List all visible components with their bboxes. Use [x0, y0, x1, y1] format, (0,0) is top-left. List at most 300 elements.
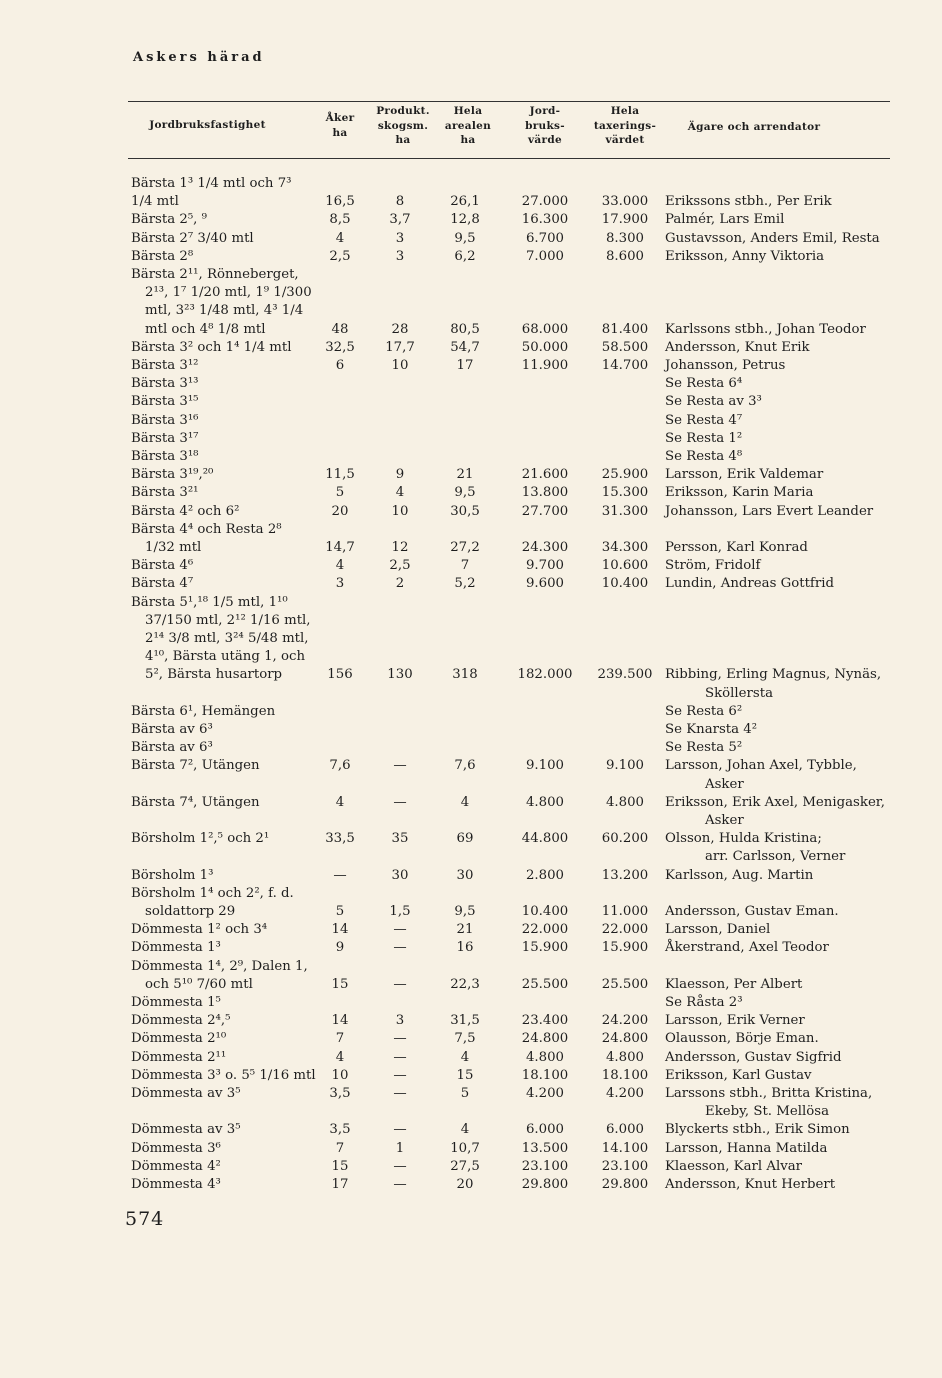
- cell-aker: 5: [335, 485, 345, 501]
- cell-owner: Ström, Fridolf: [665, 558, 761, 574]
- cell-prod: 1,5: [389, 904, 411, 919]
- cell-jord: 68.000: [521, 321, 569, 337]
- table-row: [0, 921, 942, 939]
- table-row: [0, 794, 942, 812]
- cell-owner: Ekeby, St. Mellösa: [705, 1104, 829, 1120]
- row-name: och 5¹⁰ 7/60 mtl: [145, 976, 253, 992]
- table-row: [0, 1012, 942, 1030]
- cell-owner: Se Resta av 3³: [665, 394, 762, 410]
- table-row: [0, 175, 942, 193]
- cell-area: 30,5: [450, 503, 480, 519]
- cell-aker: 11,5: [325, 467, 355, 483]
- col-head-tax-line: Hela: [610, 105, 640, 117]
- cell-tax: 4.800: [605, 794, 645, 810]
- table-row: [0, 375, 942, 393]
- row-name: Dömmesta 4²: [131, 1158, 221, 1174]
- cell-prod: 12: [391, 540, 409, 555]
- cell-aker: 6: [335, 358, 345, 373]
- cell-owner: Se Knarsta 4²: [665, 722, 758, 737]
- row-name: Börsholm 1²,⁵ och 2¹: [131, 831, 270, 847]
- cell-tax: 23.100: [601, 1158, 649, 1174]
- table-row: [0, 848, 942, 866]
- cell-jord: 50.000: [521, 339, 569, 355]
- cell-owner: Larsson, Hanna Matilda: [665, 1140, 828, 1156]
- cell-tax: 13.200: [601, 867, 649, 883]
- col-head-areal-line: ha: [460, 134, 476, 146]
- table-row: [0, 1049, 942, 1067]
- row-name: Bärsta 6¹, Hemängen: [131, 703, 276, 719]
- cell-prod: 3: [395, 1013, 405, 1029]
- col-head-prod-line: ha: [395, 134, 411, 146]
- cell-prod: 10: [391, 503, 409, 519]
- cell-jord: 7.000: [525, 248, 565, 264]
- table-row: [0, 466, 942, 484]
- cell-jord: 9.700: [525, 558, 565, 574]
- table-row: [0, 484, 942, 502]
- cell-aker: 14: [331, 1013, 349, 1029]
- page-number: 574: [125, 1208, 165, 1230]
- table-row: [0, 721, 942, 739]
- cell-owner: Se Resta 6²: [665, 703, 743, 719]
- row-name: Dömmesta 1² och 3⁴: [131, 922, 268, 938]
- cell-area: 80,5: [450, 321, 480, 337]
- cell-aker: 20: [331, 503, 349, 519]
- row-name: 1/4 mtl: [131, 194, 179, 210]
- cell-area: 17: [456, 358, 474, 373]
- cell-prod: 10: [391, 358, 409, 373]
- table-row: [0, 302, 942, 320]
- cell-prod: —: [393, 940, 407, 956]
- table-row: [0, 776, 942, 794]
- col-head-jord-line: värde: [528, 134, 562, 146]
- cell-aker: 156: [327, 667, 353, 683]
- row-name: 4¹⁰, Bärsta utäng 1, och: [145, 649, 306, 665]
- cell-area: 22,3: [450, 976, 480, 992]
- row-name: Dömmesta 1⁵: [131, 995, 221, 1010]
- cell-jord: 23.400: [521, 1013, 569, 1029]
- cell-area: 7,6: [454, 758, 476, 774]
- cell-area: 21: [456, 467, 474, 483]
- table-row: [0, 1030, 942, 1048]
- cell-aker: 16,5: [325, 194, 355, 210]
- row-name: Dömmesta 3³ o. 5⁵ 1/16 mtl: [131, 1067, 316, 1083]
- cell-aker: 15: [331, 1158, 349, 1174]
- table-row: [0, 1121, 942, 1139]
- table-row: [0, 812, 942, 830]
- cell-area: 16: [456, 940, 474, 956]
- cell-owner: Asker: [705, 813, 744, 828]
- cell-aker: 17: [331, 1177, 349, 1192]
- cell-tax: 15.900: [601, 940, 649, 956]
- cell-prod: 4: [395, 485, 405, 501]
- row-name: Bärsta 3¹⁵: [131, 394, 199, 410]
- row-name: soldattorp 29: [145, 904, 236, 919]
- cell-tax: 8.300: [605, 230, 645, 246]
- row-name: Bärsta 3¹³: [131, 376, 199, 392]
- cell-aker: 3: [335, 576, 345, 592]
- cell-prod: —: [393, 1067, 407, 1083]
- cell-owner: Klaesson, Karl Alvar: [665, 1158, 803, 1174]
- cell-jord: 9.600: [525, 576, 565, 592]
- cell-aker: 10: [331, 1067, 349, 1083]
- cell-jord: 23.100: [521, 1158, 569, 1174]
- cell-prod: 130: [387, 667, 413, 683]
- cell-tax: 8.600: [605, 248, 645, 264]
- cell-area: 6,2: [454, 248, 476, 264]
- cell-prod: 8: [395, 194, 405, 210]
- page-header: Askers härad: [133, 50, 265, 65]
- cell-owner: Se Råsta 2³: [665, 995, 743, 1010]
- table-row: [0, 612, 942, 630]
- cell-tax: 31.300: [601, 503, 649, 519]
- row-name: Bärsta av 6³: [131, 740, 213, 756]
- cell-owner: Eriksson, Karl Gustav: [665, 1067, 812, 1083]
- cell-jord: 13.800: [521, 485, 569, 501]
- row-name: Dömmesta 1³: [131, 940, 221, 956]
- cell-aker: 7: [335, 1140, 345, 1156]
- table-row: [0, 339, 942, 357]
- table-row: [0, 521, 942, 539]
- cell-owner: Se Resta 5²: [665, 740, 743, 756]
- cell-prod: 17,7: [385, 339, 415, 355]
- row-name: Bärsta 3¹²: [131, 358, 199, 373]
- cell-tax: 14.700: [601, 358, 649, 373]
- cell-prod: 2: [395, 576, 405, 592]
- row-name: Bärsta av 6³: [131, 722, 213, 737]
- table-row: [0, 903, 942, 921]
- row-name: 37/150 mtl, 2¹² 1/16 mtl,: [145, 612, 311, 628]
- cell-owner: Åkerstrand, Axel Teodor: [665, 940, 829, 956]
- cell-jord: 22.000: [521, 922, 569, 938]
- row-name: mtl och 4⁸ 1/8 mtl: [145, 321, 266, 337]
- table-row: [0, 430, 942, 448]
- cell-area: 9,5: [454, 485, 476, 501]
- cell-prod: —: [393, 1158, 407, 1174]
- cell-owner: Se Resta 4⁷: [665, 412, 743, 428]
- row-name: Börsholm 1⁴ och 2², f. d.: [131, 885, 294, 901]
- cell-owner: Andersson, Knut Erik: [665, 339, 810, 355]
- cell-owner: Persson, Karl Konrad: [665, 540, 808, 555]
- cell-tax: 25.900: [601, 467, 649, 483]
- cell-aker: 4: [335, 230, 345, 246]
- table-row: [0, 666, 942, 684]
- cell-tax: 29.800: [601, 1177, 649, 1192]
- cell-prod: 1: [395, 1140, 405, 1156]
- cell-prod: —: [393, 922, 407, 938]
- cell-tax: 81.400: [601, 321, 649, 337]
- cell-prod: 35: [391, 831, 409, 847]
- col-head-jord-line: Jord-: [529, 105, 561, 117]
- cell-tax: 15.300: [601, 485, 649, 501]
- cell-aker: 2,5: [329, 248, 351, 264]
- cell-area: 27,5: [450, 1158, 480, 1174]
- col-head-prod-line: Produkt.: [376, 105, 430, 117]
- cell-prod: 3,7: [389, 212, 411, 228]
- cell-prod: 3: [395, 248, 405, 264]
- row-name: Bärsta 2¹¹, Rönneberget,: [131, 267, 299, 282]
- table-row: [0, 248, 942, 266]
- cell-owner: Se Resta 1²: [665, 430, 743, 446]
- cell-owner: Karlssons stbh., Johan Teodor: [665, 321, 866, 337]
- table-row: [0, 739, 942, 757]
- cell-tax: 24.800: [601, 1031, 649, 1047]
- col-head-tax-line: värdet: [605, 134, 645, 146]
- row-name: Bärsta 7², Utängen: [131, 758, 260, 774]
- cell-jord: 29.800: [521, 1177, 569, 1192]
- col-head-tax-line: taxerings-: [593, 119, 657, 132]
- cell-jord: 16.300: [521, 212, 569, 228]
- cell-tax: 22.000: [601, 922, 649, 938]
- cell-jord: 25.500: [521, 976, 569, 992]
- table-row: [0, 594, 942, 612]
- cell-tax: 60.200: [601, 831, 649, 847]
- table-row: [0, 211, 942, 229]
- row-name: Bärsta 4² och 6²: [131, 503, 240, 519]
- cell-tax: 24.200: [601, 1013, 649, 1029]
- cell-aker: 4: [335, 794, 345, 810]
- table-row: [0, 648, 942, 666]
- cell-jord: 27.700: [521, 503, 569, 519]
- row-name: Dömmesta 2¹⁰: [131, 1031, 227, 1047]
- cell-tax: 58.500: [601, 339, 649, 355]
- cell-owner: Se Resta 6⁴: [665, 376, 743, 392]
- cell-owner: Johansson, Lars Evert Leander: [665, 503, 874, 519]
- cell-owner: Andersson, Knut Herbert: [665, 1177, 836, 1192]
- cell-owner: Larsson, Erik Valdemar: [665, 467, 824, 483]
- table-row: [0, 393, 942, 411]
- row-name: Bärsta 7⁴, Utängen: [131, 794, 260, 810]
- cell-aker: 14,7: [325, 540, 355, 555]
- cell-owner: Larsson, Johan Axel, Tybble,: [665, 758, 857, 774]
- cell-aker: 48: [331, 321, 349, 337]
- col-head-aker-line: Åker: [325, 112, 355, 124]
- table-row: [0, 885, 942, 903]
- table-row: [0, 1085, 942, 1103]
- cell-area: 12,8: [450, 212, 480, 228]
- table-row: [0, 284, 942, 302]
- table-row: [0, 630, 942, 648]
- cell-area: 4: [460, 1049, 470, 1065]
- cell-area: 21: [456, 922, 474, 938]
- cell-aker: 33,5: [325, 831, 355, 847]
- row-name: Bärsta 4⁷: [131, 576, 194, 592]
- row-name: Bärsta 3¹⁷: [131, 430, 199, 446]
- cell-tax: 25.500: [601, 976, 649, 992]
- table-row: [0, 412, 942, 430]
- row-name: 5², Bärsta husartorp: [145, 667, 283, 683]
- cell-owner: Palmér, Lars Emil: [665, 212, 785, 228]
- cell-jord: 13.500: [521, 1140, 569, 1156]
- cell-jord: 44.800: [521, 831, 569, 847]
- cell-area: 15: [456, 1067, 474, 1083]
- table-row: [0, 448, 942, 466]
- row-name: Bärsta 2⁷ 3/40 mtl: [131, 230, 254, 246]
- cell-tax: 10.400: [601, 576, 649, 592]
- row-name: Dömmesta av 3⁵: [131, 1086, 241, 1101]
- cell-tax: 33.000: [601, 194, 649, 210]
- cell-jord: 6.700: [525, 230, 565, 246]
- cell-prod: —: [393, 976, 407, 992]
- cell-aker: 9: [335, 940, 345, 956]
- cell-jord: 11.900: [521, 358, 569, 373]
- cell-aker: 14: [331, 922, 349, 938]
- col-head-jord-line: bruks-: [525, 119, 565, 132]
- cell-tax: 4.200: [605, 1086, 645, 1101]
- cell-aker: 4: [335, 1049, 345, 1065]
- cell-prod: 2,5: [389, 558, 411, 574]
- row-name: 1/32 mtl: [145, 540, 202, 555]
- cell-owner: Olausson, Börje Eman.: [665, 1031, 819, 1047]
- cell-jord: 6.000: [525, 1122, 565, 1138]
- cell-area: 31,5: [450, 1013, 480, 1029]
- cell-owner: Eriksson, Karin Maria: [665, 485, 814, 501]
- table-row: [0, 703, 942, 721]
- row-name: Bärsta 2⁵, ⁹: [131, 212, 207, 228]
- row-name: Bärsta 1³ 1/4 mtl och 7³: [131, 176, 292, 191]
- cell-tax: 11.000: [601, 904, 649, 919]
- col-head-fastighet: Jordbruksfastighet: [149, 119, 266, 131]
- cell-tax: 9.100: [605, 758, 645, 774]
- table-row: [0, 830, 942, 848]
- cell-jord: 27.000: [521, 194, 569, 210]
- cell-owner: Sköllersta: [705, 685, 773, 701]
- cell-owner: Johansson, Petrus: [665, 358, 786, 373]
- cell-owner: Andersson, Gustav Sigfrid: [665, 1049, 842, 1065]
- cell-owner: Asker: [705, 776, 744, 792]
- cell-prod: —: [393, 794, 407, 810]
- cell-aker: 3,5: [329, 1086, 351, 1101]
- cell-aker: 4: [335, 558, 345, 574]
- cell-tax: 6.000: [605, 1122, 645, 1138]
- table-row: [0, 503, 942, 521]
- cell-area: 10,7: [450, 1140, 480, 1156]
- cell-area: 30: [456, 867, 474, 883]
- cell-aker: 5: [335, 904, 345, 919]
- cell-jord: 182.000: [517, 667, 573, 683]
- row-name: Bärsta 4⁴ och Resta 2⁸: [131, 521, 282, 537]
- row-name: Bärsta 2⁸: [131, 248, 194, 264]
- cell-owner: Blyckerts stbh., Erik Simon: [665, 1122, 850, 1138]
- cell-prod: —: [393, 1122, 407, 1138]
- row-name: 2¹³, 1⁷ 1/20 mtl, 1⁹ 1/300: [145, 285, 312, 301]
- row-name: Bärsta 3¹⁶: [131, 412, 199, 428]
- table-row: [0, 539, 942, 557]
- col-head-owner: Ägare och arrendator: [687, 121, 821, 133]
- row-name: Bärsta 5¹,¹⁸ 1/5 mtl, 1¹⁰: [131, 594, 288, 610]
- cell-tax: 10.600: [601, 558, 649, 574]
- cell-owner: Se Resta 4⁸: [665, 449, 743, 464]
- table-row: [0, 1067, 942, 1085]
- row-name: Dömmesta 2⁴,⁵: [131, 1013, 231, 1029]
- cell-owner: Ribbing, Erling Magnus, Nynäs,: [665, 667, 882, 683]
- table-row: [0, 557, 942, 575]
- cell-owner: Andersson, Gustav Eman.: [665, 904, 839, 919]
- row-name: Dömmesta 4³: [131, 1177, 221, 1192]
- cell-area: 5,2: [454, 576, 476, 592]
- cell-aker: 32,5: [325, 339, 355, 355]
- cell-jord: 24.800: [521, 1031, 569, 1047]
- cell-area: 5: [460, 1086, 470, 1101]
- cell-area: 4: [460, 1122, 470, 1138]
- table-row: [0, 1158, 942, 1176]
- table-row: [0, 939, 942, 957]
- row-name: mtl, 3²³ 1/48 mtl, 4³ 1/4: [145, 303, 304, 319]
- cell-jord: 21.600: [521, 467, 569, 483]
- cell-jord: 15.900: [521, 940, 569, 956]
- table-row: [0, 958, 942, 976]
- cell-jord: 4.800: [525, 1049, 565, 1065]
- cell-area: 4: [460, 794, 470, 810]
- row-name: Dömmesta 3⁶: [131, 1140, 221, 1156]
- cell-area: 318: [452, 667, 478, 683]
- cell-area: 7: [460, 558, 470, 574]
- row-name: Dömmesta 2¹¹: [131, 1049, 227, 1065]
- table-row: [0, 230, 942, 248]
- row-name: 2¹⁴ 3/8 mtl, 3²⁴ 5/48 mtl,: [145, 631, 309, 646]
- table-row: [0, 757, 942, 775]
- cell-aker: 7,6: [329, 758, 351, 774]
- col-head-aker-line: ha: [332, 126, 348, 139]
- cell-owner: Gustavsson, Anders Emil, Resta: [665, 230, 880, 246]
- cell-area: 20: [456, 1177, 474, 1192]
- cell-owner: Karlsson, Aug. Martin: [665, 867, 814, 883]
- table-row: [0, 867, 942, 885]
- cell-jord: 9.100: [525, 758, 565, 774]
- cell-aker: 7: [335, 1031, 345, 1047]
- cell-aker: —: [333, 867, 347, 883]
- cell-prod: 3: [395, 230, 405, 246]
- col-head-areal-line: arealen: [444, 119, 492, 132]
- cell-tax: 14.100: [601, 1140, 649, 1156]
- row-name: Bärsta 3² och 1⁴ 1/4 mtl: [131, 339, 292, 355]
- table-row: [0, 1103, 942, 1121]
- cell-area: 54,7: [450, 339, 480, 355]
- cell-jord: 2.800: [525, 867, 565, 883]
- table-row: [0, 1176, 942, 1194]
- cell-owner: Eriksson, Erik Axel, Menigasker,: [665, 794, 885, 810]
- cell-aker: 15: [331, 976, 349, 992]
- table-row: [0, 357, 942, 375]
- cell-aker: 3,5: [329, 1122, 351, 1138]
- cell-owner: Eriksson, Anny Viktoria: [665, 248, 825, 264]
- table-row: [0, 193, 942, 211]
- cell-owner: Larsson, Erik Verner: [665, 1013, 805, 1029]
- row-name: Bärsta 4⁶: [131, 558, 194, 574]
- cell-jord: 24.300: [521, 540, 569, 555]
- col-head-prod-line: skogsm.: [377, 119, 429, 132]
- cell-owner: Klaesson, Per Albert: [665, 976, 803, 992]
- cell-area: 7,5: [454, 1031, 476, 1047]
- row-name: Dömmesta av 3⁵: [131, 1122, 241, 1138]
- cell-prod: 28: [391, 321, 409, 337]
- col-head-areal-line: Hela: [453, 105, 483, 117]
- cell-prod: 9: [395, 467, 405, 483]
- table-row: [0, 976, 942, 994]
- cell-prod: —: [393, 1031, 407, 1047]
- cell-tax: 239.500: [597, 667, 653, 683]
- cell-owner: arr. Carlsson, Verner: [705, 849, 846, 865]
- table-row: [0, 685, 942, 703]
- row-name: Bärsta 3¹⁹,²⁰: [131, 467, 214, 483]
- cell-owner: Olsson, Hulda Kristina;: [665, 831, 822, 847]
- table-row: [0, 266, 942, 284]
- row-name: Dömmesta 1⁴, 2⁹, Dalen 1,: [131, 958, 308, 974]
- cell-area: 69: [456, 831, 474, 847]
- cell-prod: 30: [391, 867, 409, 883]
- table-row: [0, 575, 942, 593]
- cell-jord: 4.200: [525, 1086, 565, 1101]
- cell-tax: 18.100: [601, 1067, 649, 1083]
